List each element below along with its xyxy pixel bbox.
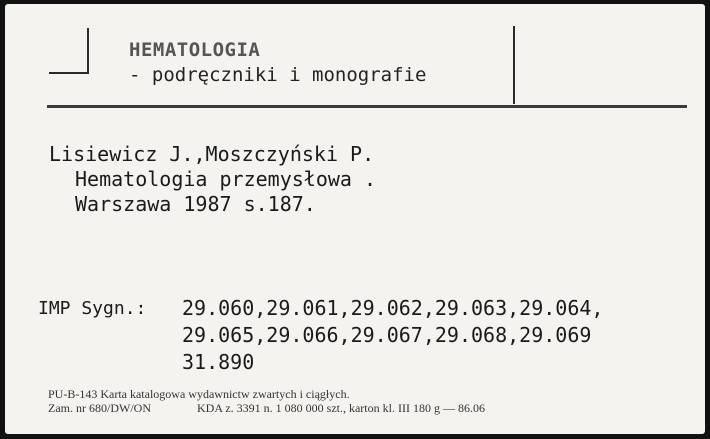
corner-mark-horizontal bbox=[49, 72, 89, 74]
signature-line-3: 31.890 bbox=[182, 350, 255, 374]
header-rule bbox=[47, 105, 687, 108]
entry-publication: Warszawa 1987 s.187. bbox=[75, 192, 316, 216]
footer-print-info: KDA z. 3391 n. 1 080 000 szt., karton kl. III 180 g — 86.06 bbox=[196, 401, 485, 415]
footer-form-line: PU-B-143 Karta katalogowa wydawnictw zwartych i ciągłych. bbox=[48, 387, 350, 401]
subject-heading: HEMATOLOGIA bbox=[129, 39, 261, 61]
entry-author: Lisiewicz J.,Moszczyński P. bbox=[49, 142, 375, 166]
entry-title: Hematologia przemysłowa . bbox=[75, 167, 377, 191]
signature-line-2: 29.065,29.066,29.067,29.068,29.069 bbox=[182, 323, 592, 347]
signature-line-1: 29.060,29.061,29.062,29.063,29.064, bbox=[182, 296, 604, 320]
signature-label: IMP Sygn.: bbox=[38, 298, 147, 319]
header-divider-line bbox=[513, 26, 515, 104]
footer-print-line bbox=[48, 401, 485, 416]
corner-mark-vertical bbox=[87, 28, 89, 72]
catalog-card bbox=[5, 4, 705, 434]
footer-order: Zam. nr 680/DW/ON bbox=[48, 401, 151, 415]
subject-subheading: - podręczniki i monografie bbox=[129, 64, 427, 86]
